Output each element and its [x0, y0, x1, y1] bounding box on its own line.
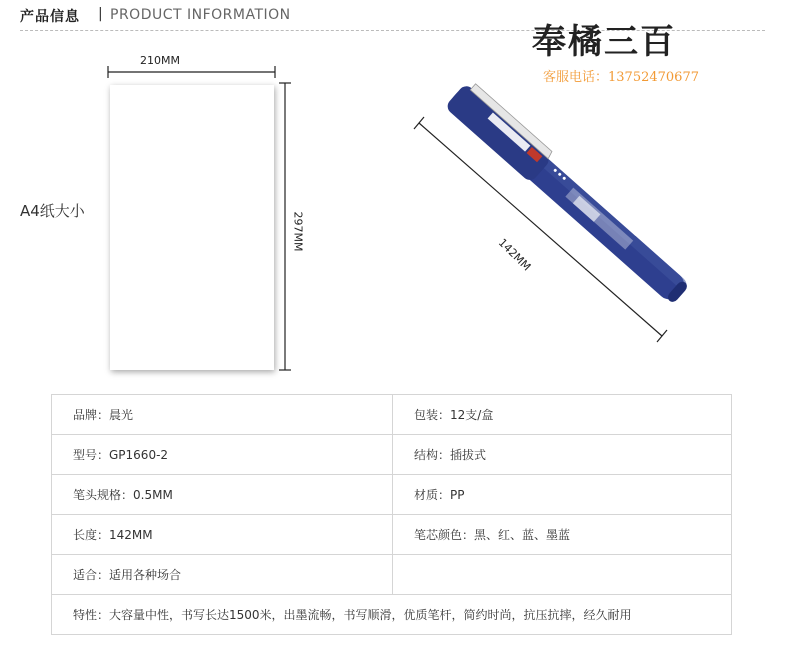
section-title-en: PRODUCT INFORMATION: [110, 7, 291, 23]
spec-cell: [393, 555, 732, 595]
spec-cell: 品牌：晨光: [52, 395, 393, 435]
table-row: [52, 515, 732, 555]
gel-pen-image: [444, 79, 695, 308]
service-hotline: 客服电话：13752470677: [543, 70, 699, 85]
paper-size-label: A4纸大小: [20, 202, 85, 220]
spec-cell: 笔芯颜色：黑、红、蓝、墨蓝: [393, 515, 732, 555]
table-row: [52, 395, 732, 435]
spec-cell: 笔头规格：0.5MM: [52, 475, 393, 515]
table-row: [52, 555, 732, 595]
section-title-cn: 产品信息: [20, 9, 80, 25]
height-dimension-line: [279, 83, 291, 370]
spec-cell: 包装：12支/盒: [393, 395, 732, 435]
table-row: [52, 595, 732, 635]
width-dimension-line: [108, 66, 275, 78]
features-cell: 特性：大容量中性，书写长达1500米，出墨流畅，书写顺滑，优质笔杆，简约时尚，抗压抗摔，经久耐用: [52, 595, 732, 635]
spec-cell: 材质：PP: [393, 475, 732, 515]
title-separator: |: [98, 6, 103, 22]
spec-cell: 适合：适用各种场合: [52, 555, 393, 595]
spec-table: [51, 394, 732, 635]
shop-logo: 奉橘三百: [532, 22, 676, 62]
pen-length-label: 142MM: [495, 236, 534, 274]
table-row: [52, 475, 732, 515]
table-row: [52, 435, 732, 475]
paper-width-label: 210MM: [140, 54, 180, 67]
spec-cell: 型号：GP1660-2: [52, 435, 393, 475]
paper-height-label: 297MM: [291, 211, 305, 252]
spec-cell: 结构：插拔式: [393, 435, 732, 475]
spec-cell: 长度：142MM: [52, 515, 393, 555]
